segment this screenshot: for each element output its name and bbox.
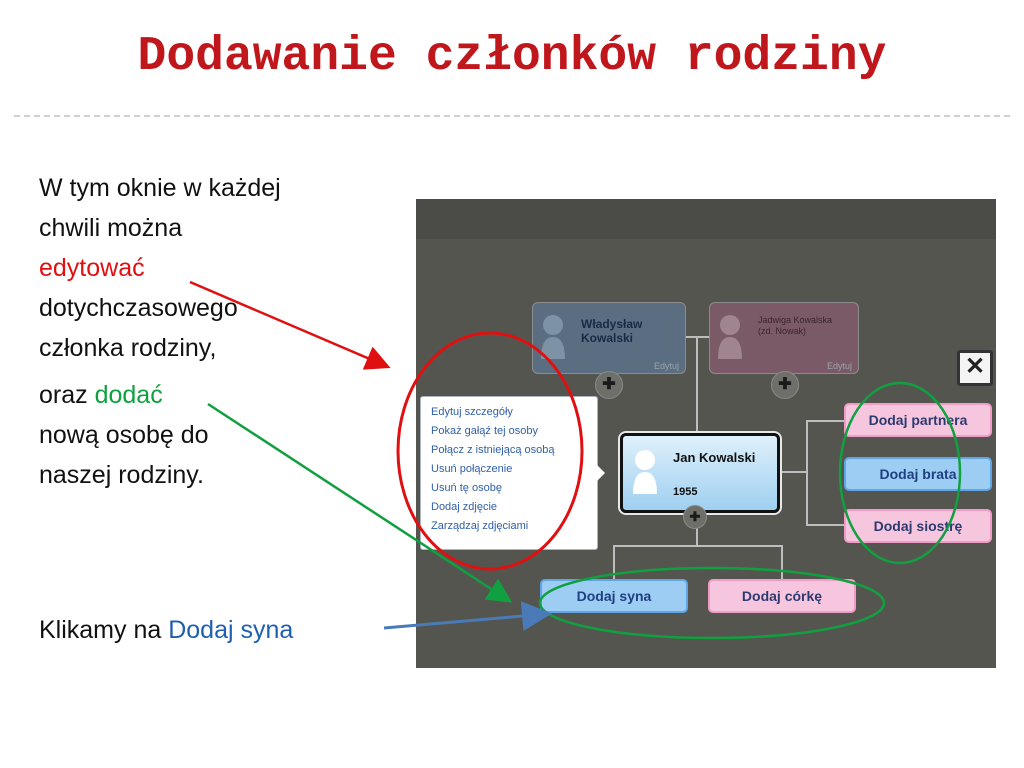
text-line: W tym oknie w każdej [39, 174, 281, 202]
add-father-parents-plus-icon[interactable]: ✚ [595, 371, 623, 399]
target-keyword: Dodaj syna [168, 616, 294, 644]
person-birth-year: 1955 [673, 486, 698, 498]
context-menu-item[interactable]: Zarządzaj zdjęciami [431, 520, 529, 532]
text-prefix: Klikamy na [39, 616, 169, 644]
edit-keyword: edytować [39, 254, 145, 282]
text-prefix: oraz [39, 381, 95, 409]
father-name: Władysław Kowalski [581, 317, 643, 345]
edit-link[interactable]: Edytuj [826, 361, 852, 371]
text-line: nową osobę do [39, 421, 209, 449]
close-icon[interactable]: ✕ [957, 350, 993, 386]
slide-title: Dodawanie członków rodziny [137, 30, 887, 84]
person-name: Jan Kowalski [673, 450, 756, 465]
mother-name: Jadwiga Kowalska (zd. Nowak) [758, 315, 833, 336]
add-arrow [208, 404, 508, 600]
context-menu-item[interactable]: Edytuj szczegóły [431, 406, 513, 418]
text-line: dotychczasowego [39, 294, 238, 322]
children-highlight-ellipse [540, 568, 884, 638]
context-menu-item[interactable]: Połącz z istniejącą osobą [431, 444, 555, 456]
context-menu-item[interactable]: Usuń połączenie [431, 463, 513, 475]
add-daughter-button[interactable]: Dodaj córkę [708, 579, 856, 613]
click-arrow [384, 614, 546, 628]
context-menu-item[interactable]: Pokaż gałąź tej osoby [431, 425, 539, 437]
add-sister-button[interactable]: Dodaj siostrę [844, 509, 992, 543]
context-menu-item[interactable]: Usuń tę osobę [431, 482, 502, 494]
add-son-button[interactable]: Dodaj syna [540, 579, 688, 613]
edit-arrow [190, 282, 386, 366]
add-brother-button[interactable]: Dodaj brata [844, 457, 992, 491]
context-menu-item[interactable]: Dodaj zdjęcie [431, 501, 498, 513]
add-child-plus-icon[interactable]: ✚ [683, 505, 707, 529]
add-mother-parents-plus-icon[interactable]: ✚ [771, 371, 799, 399]
siblings-highlight-ellipse [840, 383, 960, 563]
menu-highlight-ellipse [398, 333, 582, 569]
text-line: naszej rodziny. [39, 461, 204, 489]
add-keyword: dodać [94, 381, 163, 409]
text-line: członka rodziny, [39, 334, 217, 362]
add-partner-button[interactable]: Dodaj partnera [844, 403, 992, 437]
edit-link[interactable]: Edytuj [653, 361, 679, 371]
text-line: chwili można [39, 214, 183, 242]
